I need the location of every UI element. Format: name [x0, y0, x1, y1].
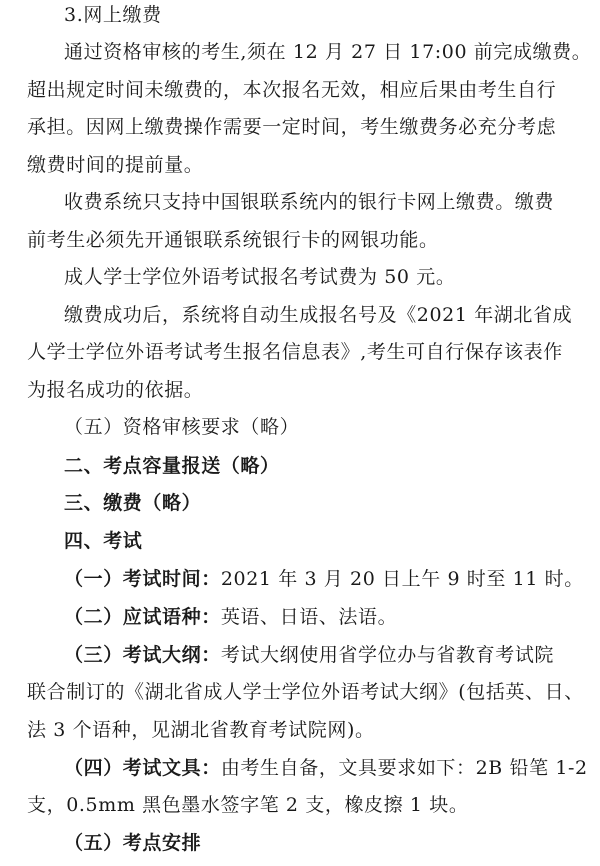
heading-four: 四、考试: [64, 530, 143, 552]
para1-line1: 通过资格审核的考生,须在 12 月 27 日 17:00 前完成缴费。: [64, 41, 592, 63]
para2-line1: 收费系统只支持中国银联系统内的银行卡网上缴费。缴费: [64, 191, 555, 213]
exam-languages: [64, 604, 574, 630]
exam-time-label: （一）考试时间：: [64, 568, 221, 590]
exam-syllabus-line3: 法 3 个语种，见湖北省教育考试院网)。: [27, 719, 375, 741]
exam-site-label: （五）考点安排: [64, 832, 202, 854]
heading-two: 二、考点容量报送（略）: [64, 455, 280, 477]
exam-time-text: 2021 年 3 月 20 日上午 9 时至 11 时。: [220, 568, 584, 590]
exam-syllabus-label: （三）考试大纲：: [64, 644, 221, 666]
para4-line2: 人学士学位外语考试考生报名信息表》,考生可自行保存该表作: [27, 341, 563, 363]
exam-site: [64, 830, 574, 856]
exam-time: [64, 566, 584, 592]
exam-languages-text: 英语、日语、法语。: [220, 606, 398, 628]
exam-tools-text: 由考生自备，文具要求如下：2B 铅笔 1-2: [220, 757, 588, 779]
exam-tools: [64, 755, 588, 781]
exam-tools-label: （四）考试文具：: [64, 757, 221, 779]
para2-line2: 前考生必须先开通银联系统银行卡的网银功能。: [27, 229, 439, 251]
exam-syllabus-text: 考试大纲使用省学位办与省教育考试院: [220, 644, 555, 666]
para4-line1: 缴费成功后，系统将自动生成报名号及《2021 年湖北省成: [64, 304, 573, 326]
exam-languages-label: （二）应试语种：: [64, 606, 221, 628]
exam-tools-line2: 支，0.5mm 黑色墨水签字笔 2 支，橡皮擦 1 块。: [27, 794, 469, 816]
heading-qualification-review: （五）资格审核要求（略）: [64, 416, 300, 438]
exam-syllabus-line2: 联合制订的《湖北省成人学士学位外语考试大纲》(包括英、日、: [27, 681, 584, 703]
para4-line3: 为报名成功的依据。: [27, 379, 204, 401]
para3: 成人学士学位外语考试报名考试费为 50 元。: [64, 266, 456, 288]
para1-line3: 承担。因网上缴费操作需要一定时间，考生缴费务必充分考虑: [27, 116, 557, 138]
section-3-title: 3.网上缴费: [64, 4, 162, 26]
para1-line4: 缴费时间的提前量。: [27, 154, 204, 176]
para1-line2: 超出规定时间未缴费的，本次报名无效，相应后果由考生自行: [27, 79, 557, 101]
exam-syllabus: [64, 642, 574, 668]
heading-three: 三、缴费（略）: [64, 492, 202, 514]
